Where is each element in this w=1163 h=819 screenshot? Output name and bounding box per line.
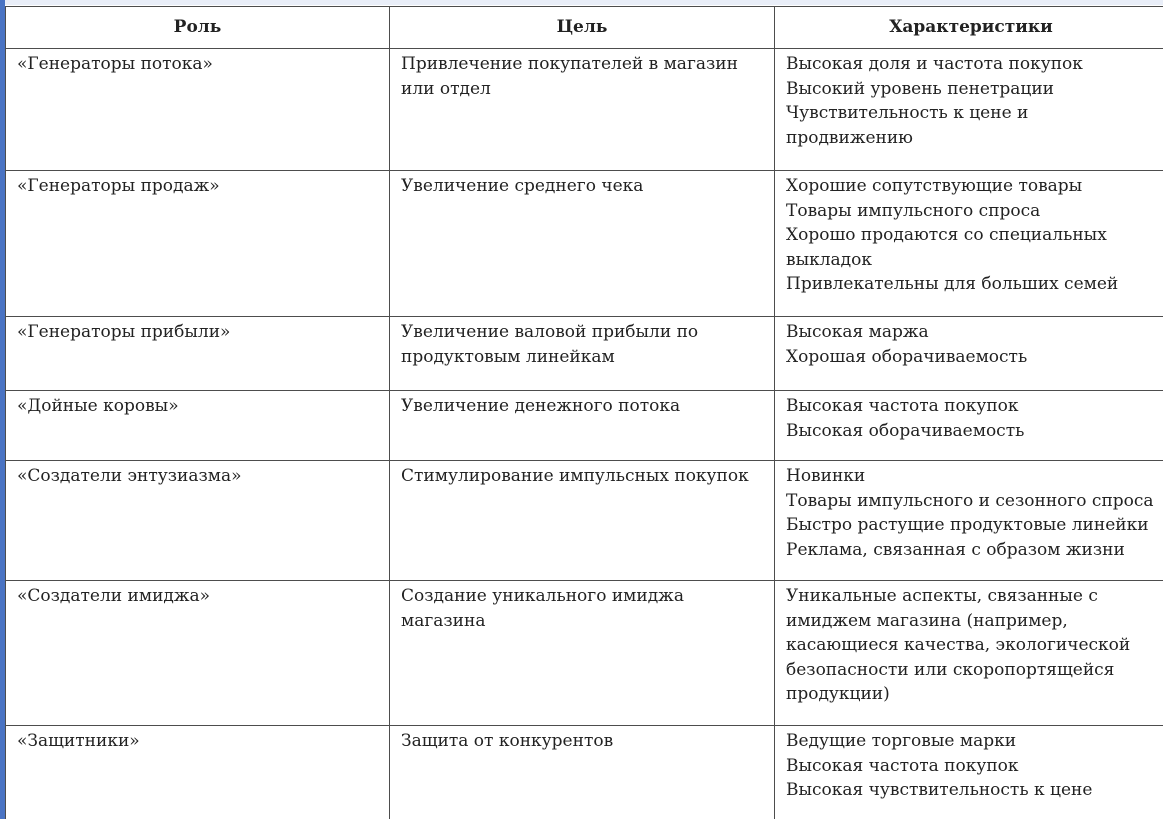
table-row [6,49,1163,171]
role-text: «Генераторы продаж» [17,176,220,196]
characteristic-line: Хорошие сопутствующие товары [786,176,1083,196]
role-text: «Создатели энтузиазма» [17,466,242,486]
characteristic-line: Хорошая оборачиваемость [786,346,1028,367]
cell-goal [390,391,775,461]
characteristic-line: Высокий уровень пенетрации [786,78,1055,99]
characteristic-line: Быстро растущие продуктовые линейки [786,515,1149,535]
cell-role [6,391,390,461]
role-text: «Генераторы потока» [17,54,213,74]
characteristic-line: Привлекательны для больших семей [786,274,1119,294]
role-text: «Генераторы прибыли» [17,322,231,342]
characteristic-line: Новинки [786,466,866,486]
characteristic-line: Товары импульсного и сезонного спроса [786,490,1154,511]
header-row [6,7,1163,49]
cell-goal [390,171,775,317]
characteristic-line: Высокая частота покупок [786,755,1019,776]
role-text: «Создатели имиджа» [17,586,211,606]
cell-characteristics [775,726,1163,819]
characteristic-line: Хорошо продаются со специальных выкладок [786,225,1107,270]
goal-text: Стимулирование импульсных покупок [401,466,749,486]
characteristic-line: Ведущие торговые марки [786,731,1017,751]
table-row [6,317,1163,391]
cell-goal [390,581,775,726]
cell-characteristics [775,317,1163,391]
cell-role [6,461,390,581]
characteristic-line: Высокая оборачиваемость [786,420,1025,441]
goal-text: Создание уникального имиджа магазина [401,586,684,631]
role-text: «Дойные коровы» [17,396,179,416]
goal-text: Увеличение валовой прибыли по продуктовым линейкам [401,322,699,367]
cell-characteristics [775,391,1163,461]
goal-text: Увеличение денежного потока [401,396,681,416]
cell-role [6,49,390,171]
table-row [6,726,1163,819]
cell-role [6,726,390,819]
table-row [6,581,1163,726]
characteristic-line: Товары импульсного спроса [786,200,1041,221]
cell-role [6,171,390,317]
top-strip [0,0,1163,5]
category-roles-table [5,6,1163,819]
cell-characteristics [775,461,1163,581]
cell-goal [390,49,775,171]
cell-characteristics [775,581,1163,726]
table-row [6,391,1163,461]
header-characteristics: Характеристики [775,7,1163,49]
characteristic-line: Высокая чувствительность к цене [786,780,1093,800]
role-text: «Защитники» [17,731,140,751]
cell-role [6,581,390,726]
table-row [6,171,1163,317]
cell-goal [390,461,775,581]
header-goal: Цель [390,7,775,49]
characteristic-line: Чувствительность к цене и продвижению [786,103,1029,148]
characteristic-line: Высокая частота покупок [786,396,1019,416]
goal-text: Привлечение покупателей в магазин или отдел [401,54,738,99]
characteristic-line: Высокая доля и частота покупок [786,54,1083,74]
characteristic-line: Реклама, связанная с образом жизни [786,539,1125,560]
cell-characteristics [775,171,1163,317]
table-row [6,461,1163,581]
goal-text: Увеличение среднего чека [401,176,644,196]
cell-characteristics [775,49,1163,171]
cell-role [6,317,390,391]
goal-text: Защита от конкурентов [401,731,614,751]
characteristic-line: Высокая маржа [786,322,929,342]
characteristic-line: Уникальные аспекты, связанные с имиджем магазина (например, касающиеся качества, экологической безопасности или скоропортящейся продукции) [786,586,1131,704]
header-role: Роль [6,7,390,49]
cell-goal [390,317,775,391]
cell-goal [390,726,775,819]
